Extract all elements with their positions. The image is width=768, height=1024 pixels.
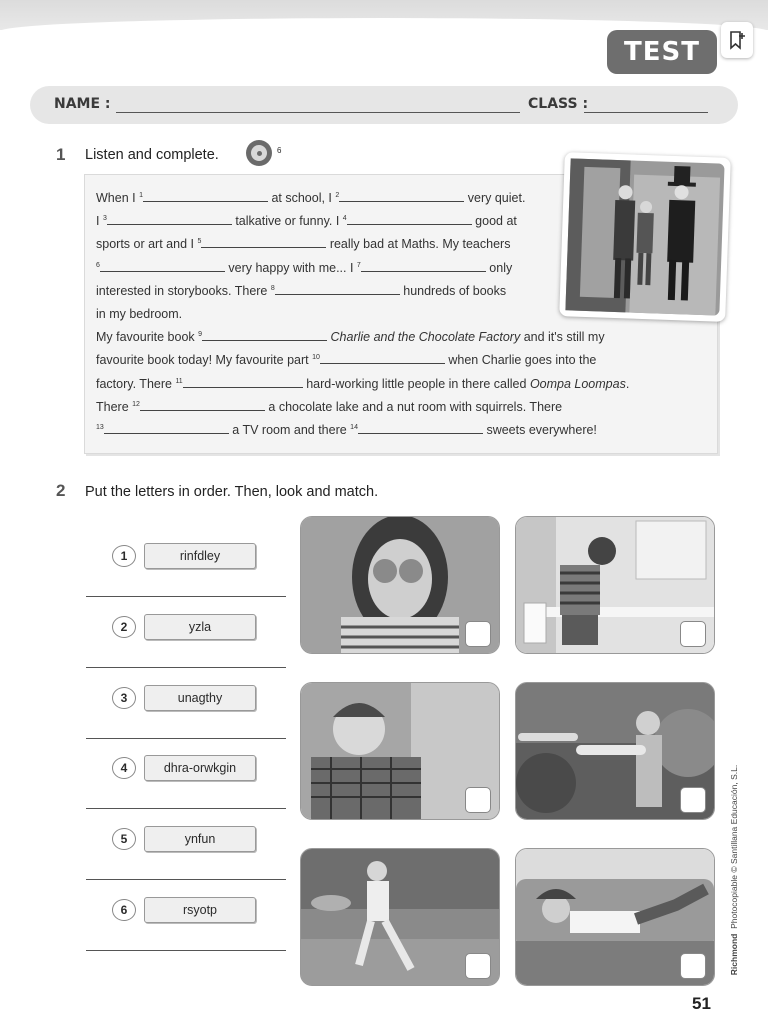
scrambled-word: unagthy (144, 685, 256, 711)
publisher-brand: Richmond (729, 933, 739, 976)
answer-blank[interactable] (183, 378, 303, 388)
answer-line[interactable] (86, 738, 286, 739)
cloze-line (96, 214, 517, 228)
gap-number: 5 (197, 238, 202, 246)
cloze-text: interested in storybooks. There (96, 283, 271, 298)
cloze-text: at school, I (267, 191, 336, 205)
match-checkbox[interactable] (465, 621, 491, 647)
audio-track-number: 6 (277, 146, 282, 155)
scrambled-word: yzla (144, 614, 256, 640)
class-label: CLASS : (528, 96, 589, 112)
scrambled-word: ynfun (144, 826, 256, 852)
item-number: 3 (112, 687, 136, 709)
cloze-text: sports or art and I (96, 237, 198, 252)
photo-girl-fruit-eyes (300, 516, 500, 654)
gap-number: 11 (175, 377, 183, 385)
gap-number: 12 (132, 400, 140, 408)
answer-blank[interactable] (202, 331, 327, 341)
answer-blank[interactable] (358, 424, 483, 434)
cloze-text: When I (96, 191, 140, 205)
answer-blank[interactable] (275, 285, 400, 295)
match-checkbox[interactable] (680, 787, 706, 813)
answer-blank[interactable] (347, 215, 472, 225)
photo-smiling-boy (300, 682, 500, 820)
item-number: 6 (112, 899, 136, 921)
match-checkbox[interactable] (465, 953, 491, 979)
bookmark-add-icon (728, 30, 746, 50)
cloze-text: factory. There (96, 376, 176, 391)
answer-blank[interactable] (320, 354, 445, 364)
answer-blank[interactable] (143, 192, 268, 202)
item-number: 5 (112, 828, 136, 850)
publisher-side-strip (727, 764, 741, 980)
item-number: 2 (112, 616, 136, 638)
answer-blank[interactable] (104, 424, 229, 434)
cloze-text: hundreds of books (399, 283, 507, 298)
scrambled-word: rsyotp (144, 897, 256, 923)
answer-blank[interactable] (107, 215, 232, 225)
cloze-text: only (485, 260, 513, 275)
gap-number: 10 (312, 354, 320, 362)
cloze-line (96, 237, 510, 251)
answer-line[interactable] (86, 667, 286, 668)
name-label: NAME : (54, 96, 111, 112)
test-label: TEST (624, 37, 700, 67)
cloze-line (96, 353, 596, 367)
answer-blank[interactable] (339, 192, 464, 202)
cloze-line (96, 377, 629, 391)
gap-number: 2 (335, 191, 340, 199)
cloze-line (96, 423, 597, 437)
photo-girl-sofa (515, 848, 715, 986)
match-checkbox[interactable] (680, 953, 706, 979)
answer-line[interactable] (86, 808, 286, 809)
cloze-text: and it's still my (520, 330, 605, 345)
charlie-film-photo (559, 152, 731, 322)
exercise-2-number: 2 (56, 481, 66, 500)
cloze-text: really bad at Maths. My teachers (326, 237, 511, 252)
gap-number: 7 (356, 261, 361, 269)
cloze-line (96, 261, 512, 275)
exercise-2-title: Put the letters in order. Then, look and match. (85, 484, 379, 500)
item-number: 1 (112, 545, 136, 567)
photo-girl-frisbee (300, 848, 500, 986)
answer-line[interactable] (86, 950, 286, 951)
answer-blank[interactable] (100, 262, 225, 272)
class-field[interactable] (584, 112, 708, 113)
answer-blank[interactable] (140, 401, 265, 411)
answer-blank[interactable] (201, 238, 326, 248)
cloze-text: favourite book today! My favourite part (96, 353, 313, 368)
gap-number: 8 (270, 284, 275, 292)
name-field[interactable] (116, 112, 520, 113)
page-number: 51 (692, 994, 711, 1013)
gap-number: 9 (198, 331, 203, 339)
photo-girl-water-gun (515, 682, 715, 820)
answer-line[interactable] (86, 596, 286, 597)
cloze-line (96, 330, 605, 344)
answer-blank[interactable] (361, 262, 486, 272)
audio-cd-icon[interactable] (246, 140, 272, 166)
scrambled-word: dhra-orwkgin (144, 755, 256, 781)
cloze-text: good at (471, 214, 517, 229)
name-class-bar (30, 86, 738, 124)
cloze-text: very happy with me... I (224, 260, 357, 275)
cloze-line (96, 400, 562, 414)
cloze-text: My favourite book (96, 330, 199, 345)
cloze-line (96, 191, 525, 205)
match-checkbox[interactable] (465, 787, 491, 813)
test-tab (607, 30, 717, 74)
gap-number: 6 (96, 261, 100, 269)
gap-number: 1 (139, 191, 143, 199)
cloze-text: a TV room and there (228, 423, 351, 437)
copyright-note: Photocopiable © Santillana Educación, S.L. (729, 764, 739, 929)
gap-number: 14 (350, 423, 358, 431)
cloze-line (96, 307, 182, 321)
gap-number: 13 (96, 423, 104, 431)
gap-number: 4 (342, 215, 347, 223)
cloze-text: talkative or funny. I (231, 214, 343, 229)
match-checkbox[interactable] (680, 621, 706, 647)
cloze-text: I (96, 214, 103, 229)
cloze-text: hard-working little people in there called (302, 376, 530, 391)
photo-boy-studying (515, 516, 715, 654)
exercise-1-title: Listen and complete. (85, 147, 219, 163)
exercise-1-number: 1 (56, 145, 66, 164)
scrambled-word: rinfdley (144, 543, 256, 569)
cloze-text: There (96, 399, 133, 414)
cloze-line (96, 284, 506, 298)
item-number: 4 (112, 757, 136, 779)
cloze-text: a chocolate lake and a nut room with squirrels. There (264, 399, 563, 414)
cloze-text: sweets everywhere! (482, 423, 597, 437)
italic-title: Oompa Loompas (529, 376, 626, 391)
gap-number: 3 (102, 215, 107, 223)
answer-line[interactable] (86, 879, 286, 880)
bookmark-button[interactable] (721, 22, 753, 58)
cloze-text: in my bedroom. (96, 307, 183, 321)
italic-title: Charlie and the Chocolate Factory (330, 330, 521, 345)
cloze-text: very quiet. (464, 191, 526, 205)
cloze-text: when Charlie goes into the (444, 353, 597, 368)
cloze-text: . (625, 376, 630, 391)
